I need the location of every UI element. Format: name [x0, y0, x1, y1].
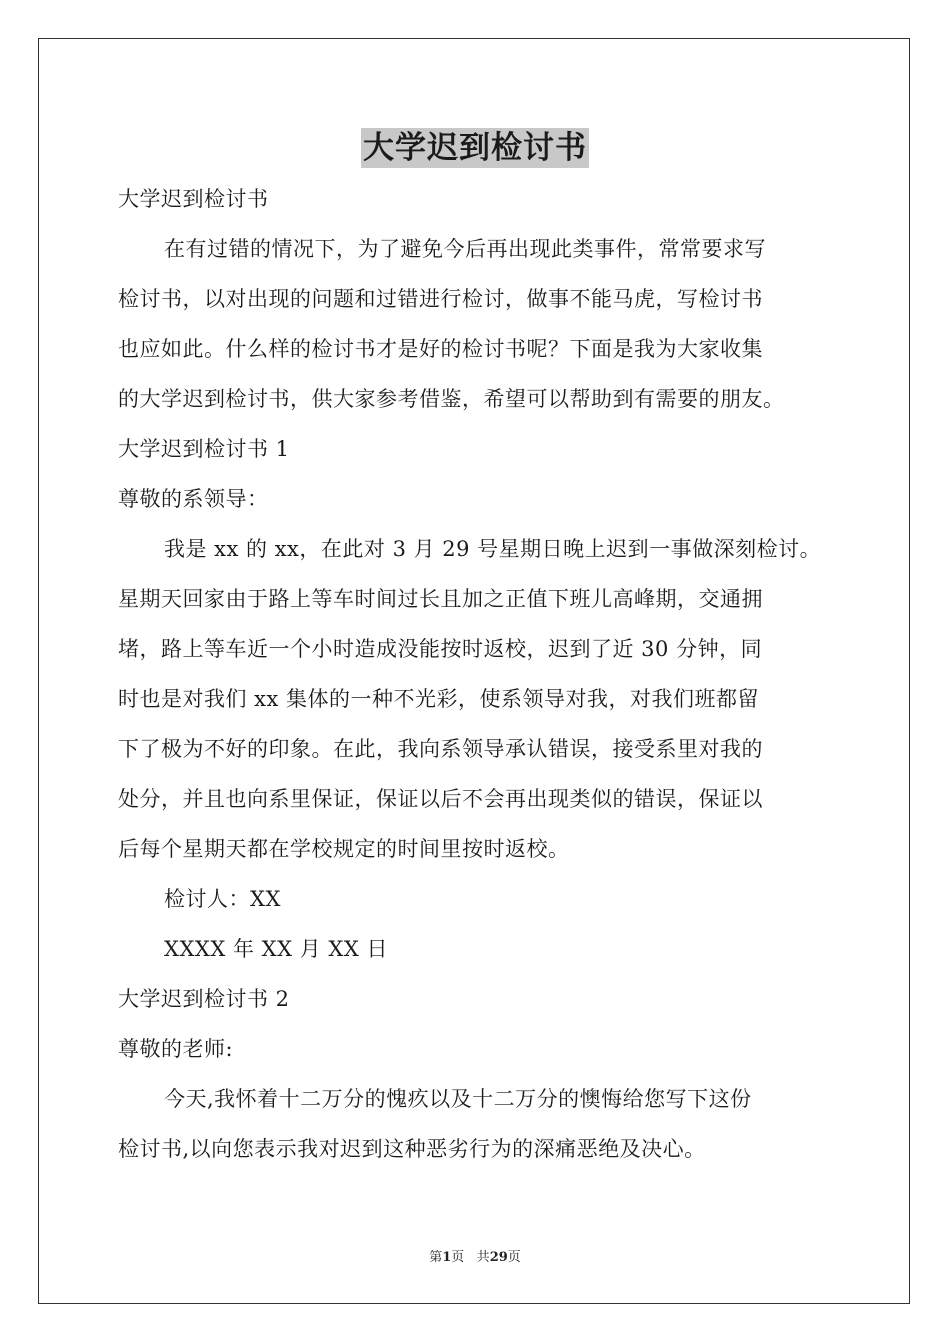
page-prefix: 第 — [429, 1250, 443, 1265]
text-line: XXXX 年 XX 月 XX 日 — [164, 937, 388, 961]
title-container — [0, 128, 950, 168]
page-border — [38, 38, 910, 1304]
total-pages: 29 — [489, 1250, 508, 1265]
text-line: 大学迟到检讨书 — [118, 187, 269, 211]
text-line: 尊敬的老师: — [118, 1037, 234, 1061]
text-line: 在有过错的情况下，为了避免今后再出现此类事件，常常要求写 — [164, 237, 766, 261]
text-line: 也应如此。什么样的检讨书才是好的检讨书呢？下面是我为大家收集 — [118, 337, 763, 361]
document-title: 大学迟到检讨书 — [363, 130, 587, 166]
text-line: 星期天回家由于路上等车时间过长且加之正值下班儿高峰期，交通拥 — [118, 587, 763, 611]
text-line: 大学迟到检讨书 2 — [118, 987, 290, 1011]
text-line: 检讨人：XX — [164, 887, 281, 911]
page-footer — [0, 1246, 950, 1265]
text-line: 的大学迟到检讨书，供大家参考借鉴，希望可以帮助到有需要的朋友。 — [118, 387, 785, 411]
text-line: 堵，路上等车近一个小时造成没能按时返校，迟到了近 30 分钟，同 — [118, 637, 763, 661]
text-line: 尊敬的系领导： — [118, 487, 269, 511]
text-line: 时也是对我们 xx 集体的一种不光彩，使系领导对我，对我们班都留 — [118, 687, 760, 711]
text-line: 今天,我怀着十二万分的愧疚以及十二万分的懊悔给您写下这份 — [164, 1087, 752, 1111]
text-line: 下了极为不好的印象。在此，我向系领导承认错误，接受系里对我的 — [118, 737, 763, 761]
text-line: 后每个星期天都在学校规定的时间里按时返校。 — [118, 837, 570, 861]
text-line: 检讨书，以对出现的问题和过错进行检讨，做事不能马虎，写检讨书 — [118, 287, 763, 311]
text-line: 我是 xx 的 xx，在此对 3 月 29 号星期日晚上迟到一事做深刻检讨。 — [164, 537, 822, 561]
total-suffix: 页 — [507, 1250, 521, 1265]
page-number: 1 — [442, 1250, 452, 1265]
text-line: 检讨书,以向您表示我对迟到这种恶劣行为的深痛恶绝及决心。 — [118, 1137, 706, 1161]
text-line: 处分，并且也向系里保证，保证以后不会再出现类似的错误，保证以 — [118, 787, 763, 811]
text-line: 大学迟到检讨书 1 — [118, 437, 290, 461]
total-prefix: 共 — [476, 1250, 490, 1265]
page-suffix: 页 — [451, 1250, 465, 1265]
